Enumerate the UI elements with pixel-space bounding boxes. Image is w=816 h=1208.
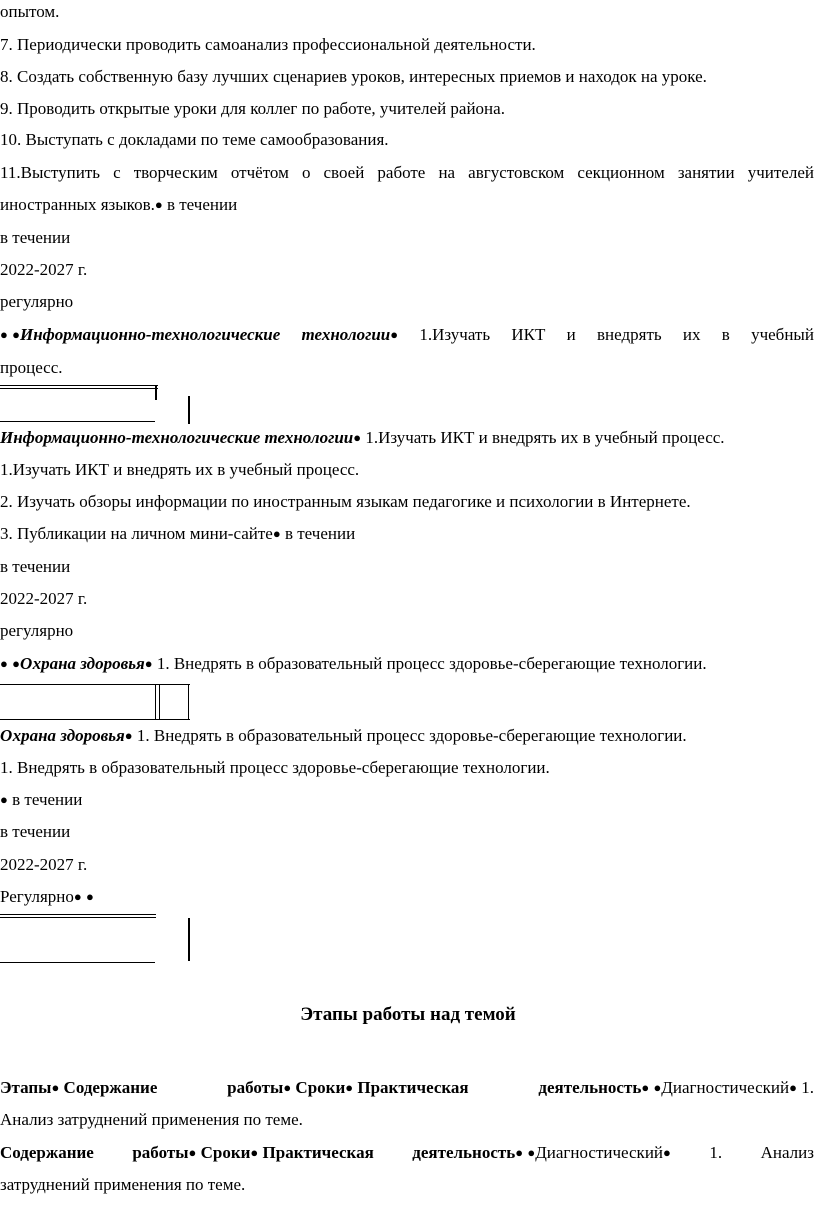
bullet-icon: ● [515, 1145, 524, 1160]
word: и [566, 325, 576, 344]
word: с [113, 163, 121, 182]
text-line: 2022-2027 г. [0, 855, 88, 874]
table-border [155, 685, 156, 719]
text-line: в течении [0, 557, 71, 576]
bullet-icon: ● [345, 1080, 354, 1095]
text-line: опытом. [0, 2, 60, 21]
work-label: работы● Сроки● Практическая [132, 1143, 374, 1162]
table-border [155, 386, 157, 400]
table-border [188, 396, 190, 424]
text-line [0, 790, 82, 810]
text-line: 2022-2027 г. [0, 260, 88, 279]
bullet-icon: ● [653, 1080, 662, 1095]
word: августовском [468, 163, 565, 182]
text-line: Анализ затруднений применения по теме. [0, 1110, 303, 1129]
bullet-icon: ● [144, 656, 153, 671]
word: 1.Изучать [419, 325, 491, 344]
text-line: затруднений применения по теме. [0, 1175, 246, 1194]
justified-text-line [0, 163, 814, 183]
text-line: 1.Изучать ИКТ и внедрять их в учебный процесс. [0, 460, 360, 479]
word: 11.Выступить [0, 163, 101, 182]
text-line: регулярно [0, 621, 74, 640]
table-border [188, 685, 189, 719]
bullet-icon: ● [527, 1145, 536, 1160]
bullet-icon: ● [188, 1145, 197, 1160]
section-title: Охрана здоровья [0, 726, 125, 745]
text-line: 10. Выступать с докладами по теме самообразования. [0, 130, 389, 149]
table-border [188, 918, 190, 961]
text: Регулярно [0, 887, 74, 906]
text-line [0, 195, 237, 215]
justified-text-line [0, 1078, 814, 1098]
text: в течении [162, 195, 238, 214]
text-line [0, 524, 355, 544]
bullet-icon: ● [124, 728, 133, 743]
table-border [0, 385, 158, 389]
text-line [0, 654, 707, 674]
bullet-icon: ● [0, 792, 8, 807]
bullet-icon: ● [390, 327, 399, 342]
text-line: процесс. [0, 358, 63, 377]
work-label: работы● Сроки● Практическая [227, 1078, 469, 1097]
ikt-title-b: технологии● [301, 325, 399, 344]
stages-label: Этапы● Содержание [0, 1078, 158, 1097]
text-line [0, 428, 725, 448]
justified-text-line [0, 325, 814, 345]
text-line: 1. Внедрять в образовательный процесс здоровье-сберегающие технологии. [0, 758, 550, 777]
bullet-icon: ● [789, 1080, 797, 1095]
table-border [0, 914, 156, 918]
table-border [0, 962, 155, 963]
content-label: Содержание [0, 1143, 94, 1162]
word: творческим [133, 163, 218, 182]
word: Анализ [760, 1143, 814, 1162]
text-line: 8. Создать собственную базу лучших сценариев уроков, интересных приемов и находок на уроке. [0, 67, 707, 86]
activity-label: деятельность● ●Диагностический● 1. [538, 1078, 814, 1097]
bullet-icon: ● [12, 656, 20, 671]
section-title: Информационно-технологические технологии [0, 428, 354, 447]
word: их [682, 325, 701, 344]
bullet-icon: ● [250, 1145, 259, 1160]
table-border [159, 685, 160, 719]
text: иностранных языков. [0, 195, 155, 214]
bullet-icon: ● [0, 656, 8, 671]
bullet-icon: ● [0, 327, 8, 342]
bullet-icon: ● [641, 1080, 650, 1095]
text: 1. Внедрять в образовательный процесс здоровье-сберегающие технологии. [132, 726, 687, 745]
text: 3. Публикации на личном мини-сайте [0, 524, 273, 543]
text-line: 9. Проводить открытые уроки для коллег по работе, учителей района. [0, 99, 505, 118]
word: в [721, 325, 730, 344]
bullet-icon: ● [12, 327, 20, 342]
word: учителей [747, 163, 814, 182]
text-line [0, 887, 94, 907]
word: внедрять [597, 325, 662, 344]
word: работе [377, 163, 426, 182]
text: 1.Изучать ИКТ и внедрять их в учебный процесс. [361, 428, 725, 447]
word: учебный [751, 325, 814, 344]
text: в течении [280, 524, 356, 543]
word: секционном [577, 163, 665, 182]
section-title: Охрана здоровья [19, 654, 145, 673]
bullet-icon: ● [283, 1080, 292, 1095]
table-border [0, 421, 155, 422]
text-line: в течении [0, 822, 71, 841]
bullet-icon: ● [86, 889, 94, 904]
text-line: 2. Изучать обзоры информации по иностранным языкам педагогике и психологии в Интернете. [0, 492, 691, 511]
number: 1. [709, 1143, 723, 1162]
text-line: регулярно [0, 292, 74, 311]
word: на [438, 163, 456, 182]
word: ИКТ [511, 325, 546, 344]
word: отчётом [230, 163, 289, 182]
bullet-icon: ● [73, 889, 82, 904]
page-heading: Этапы работы над темой [300, 1004, 516, 1025]
bullet-icon: ● [51, 1080, 60, 1095]
activity-label: деятельность● ●Диагностический● [412, 1143, 671, 1162]
table-border [0, 719, 190, 720]
bullet-icon: ● [272, 526, 281, 541]
word: о [301, 163, 311, 182]
text-line: в течении [0, 228, 71, 247]
justified-text-line [0, 1143, 814, 1163]
bullet-icon: ● [663, 1145, 671, 1160]
word: занятии [677, 163, 735, 182]
text-line: 2022-2027 г. [0, 589, 88, 608]
text: 1. Внедрять в образовательный процесс здоровье-сберегающие технологии. [152, 654, 707, 673]
table-border [0, 684, 190, 685]
ikt-title-a: ● ●Информационно-технологические [0, 325, 281, 344]
text: в течении [7, 790, 83, 809]
text-line: 7. Периодически проводить самоанализ профессиональной деятельности. [0, 35, 536, 54]
text-line [0, 726, 687, 746]
bullet-icon: ● [353, 430, 362, 445]
bullet-icon: ● [154, 197, 163, 212]
word: своей [323, 163, 365, 182]
